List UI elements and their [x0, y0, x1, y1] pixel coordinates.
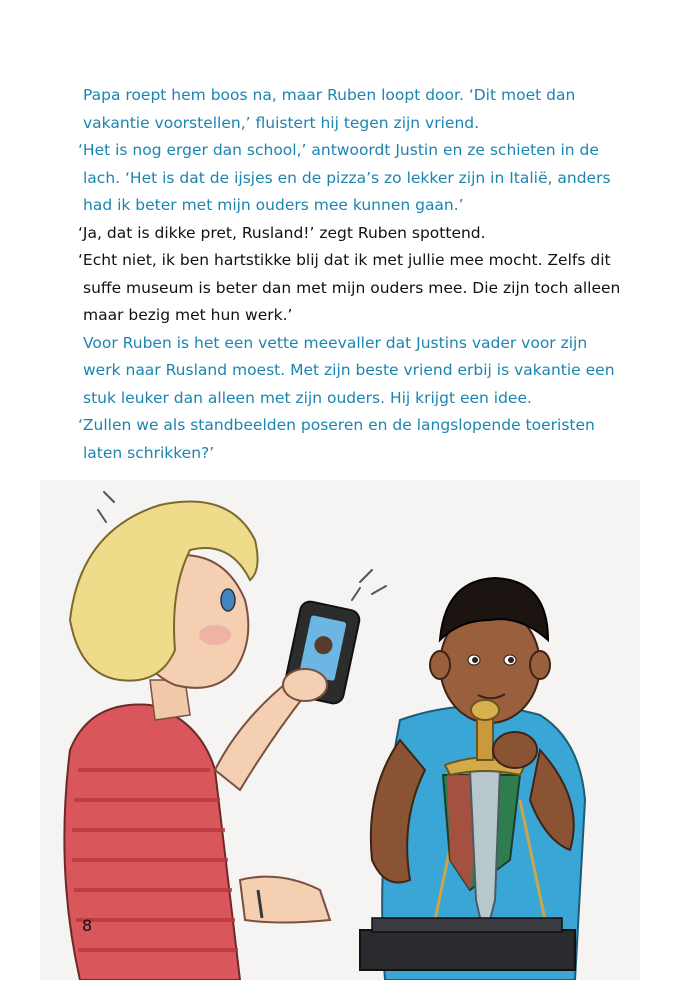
story-line: Voor Ruben is het een vette meevaller dat Justins vader voor zijn	[83, 333, 588, 352]
story-line: werk naar Rusland moest. Met zijn beste vriend erbij is vakantie een	[83, 361, 615, 379]
museum-scene-illustration	[0, 470, 674, 980]
story-line: stuk leuker dan alleen met zijn ouders. Hij krijgt een idee.	[83, 388, 532, 407]
story-line: maar bezig met hun werk.’	[83, 306, 293, 324]
page-number: 8	[82, 916, 93, 935]
justin-hand	[493, 732, 537, 768]
story-line: vakantie voorstellen,’ fluistert hij tegen zijn vriend.	[83, 113, 480, 132]
story-line: Papa roept hem boos na, maar Ruben loopt door. ‘Dit moet dan	[83, 86, 576, 104]
story-line: ‘Echt niet, ik ben hartstikke blij dat ik met jullie mee mocht. Zelfs dit	[78, 251, 611, 269]
story-line: ‘Zullen we als standbeelden poseren en de langslopende toeristen	[78, 416, 595, 434]
story-text	[78, 82, 638, 467]
story-line: ‘Het is nog erger dan school,’ antwoordt Justin en ze schieten in de	[78, 141, 599, 159]
story-line: ‘Ja, dat is dikke pret, Rusland!’ zegt Ruben spottend.	[78, 223, 486, 242]
story-line: laten schrikken?’	[83, 443, 215, 462]
story-line: had ik beter met mijn ouders mee kunnen gaan.’	[83, 196, 464, 214]
story-line: suffe museum is beter dan met mijn ouders mee. Die zijn toch alleen	[83, 278, 621, 297]
story-line: lach. ‘Het is dat de ijsjes en de pizza’s zo lekker zijn in Italië, anders	[83, 168, 611, 187]
